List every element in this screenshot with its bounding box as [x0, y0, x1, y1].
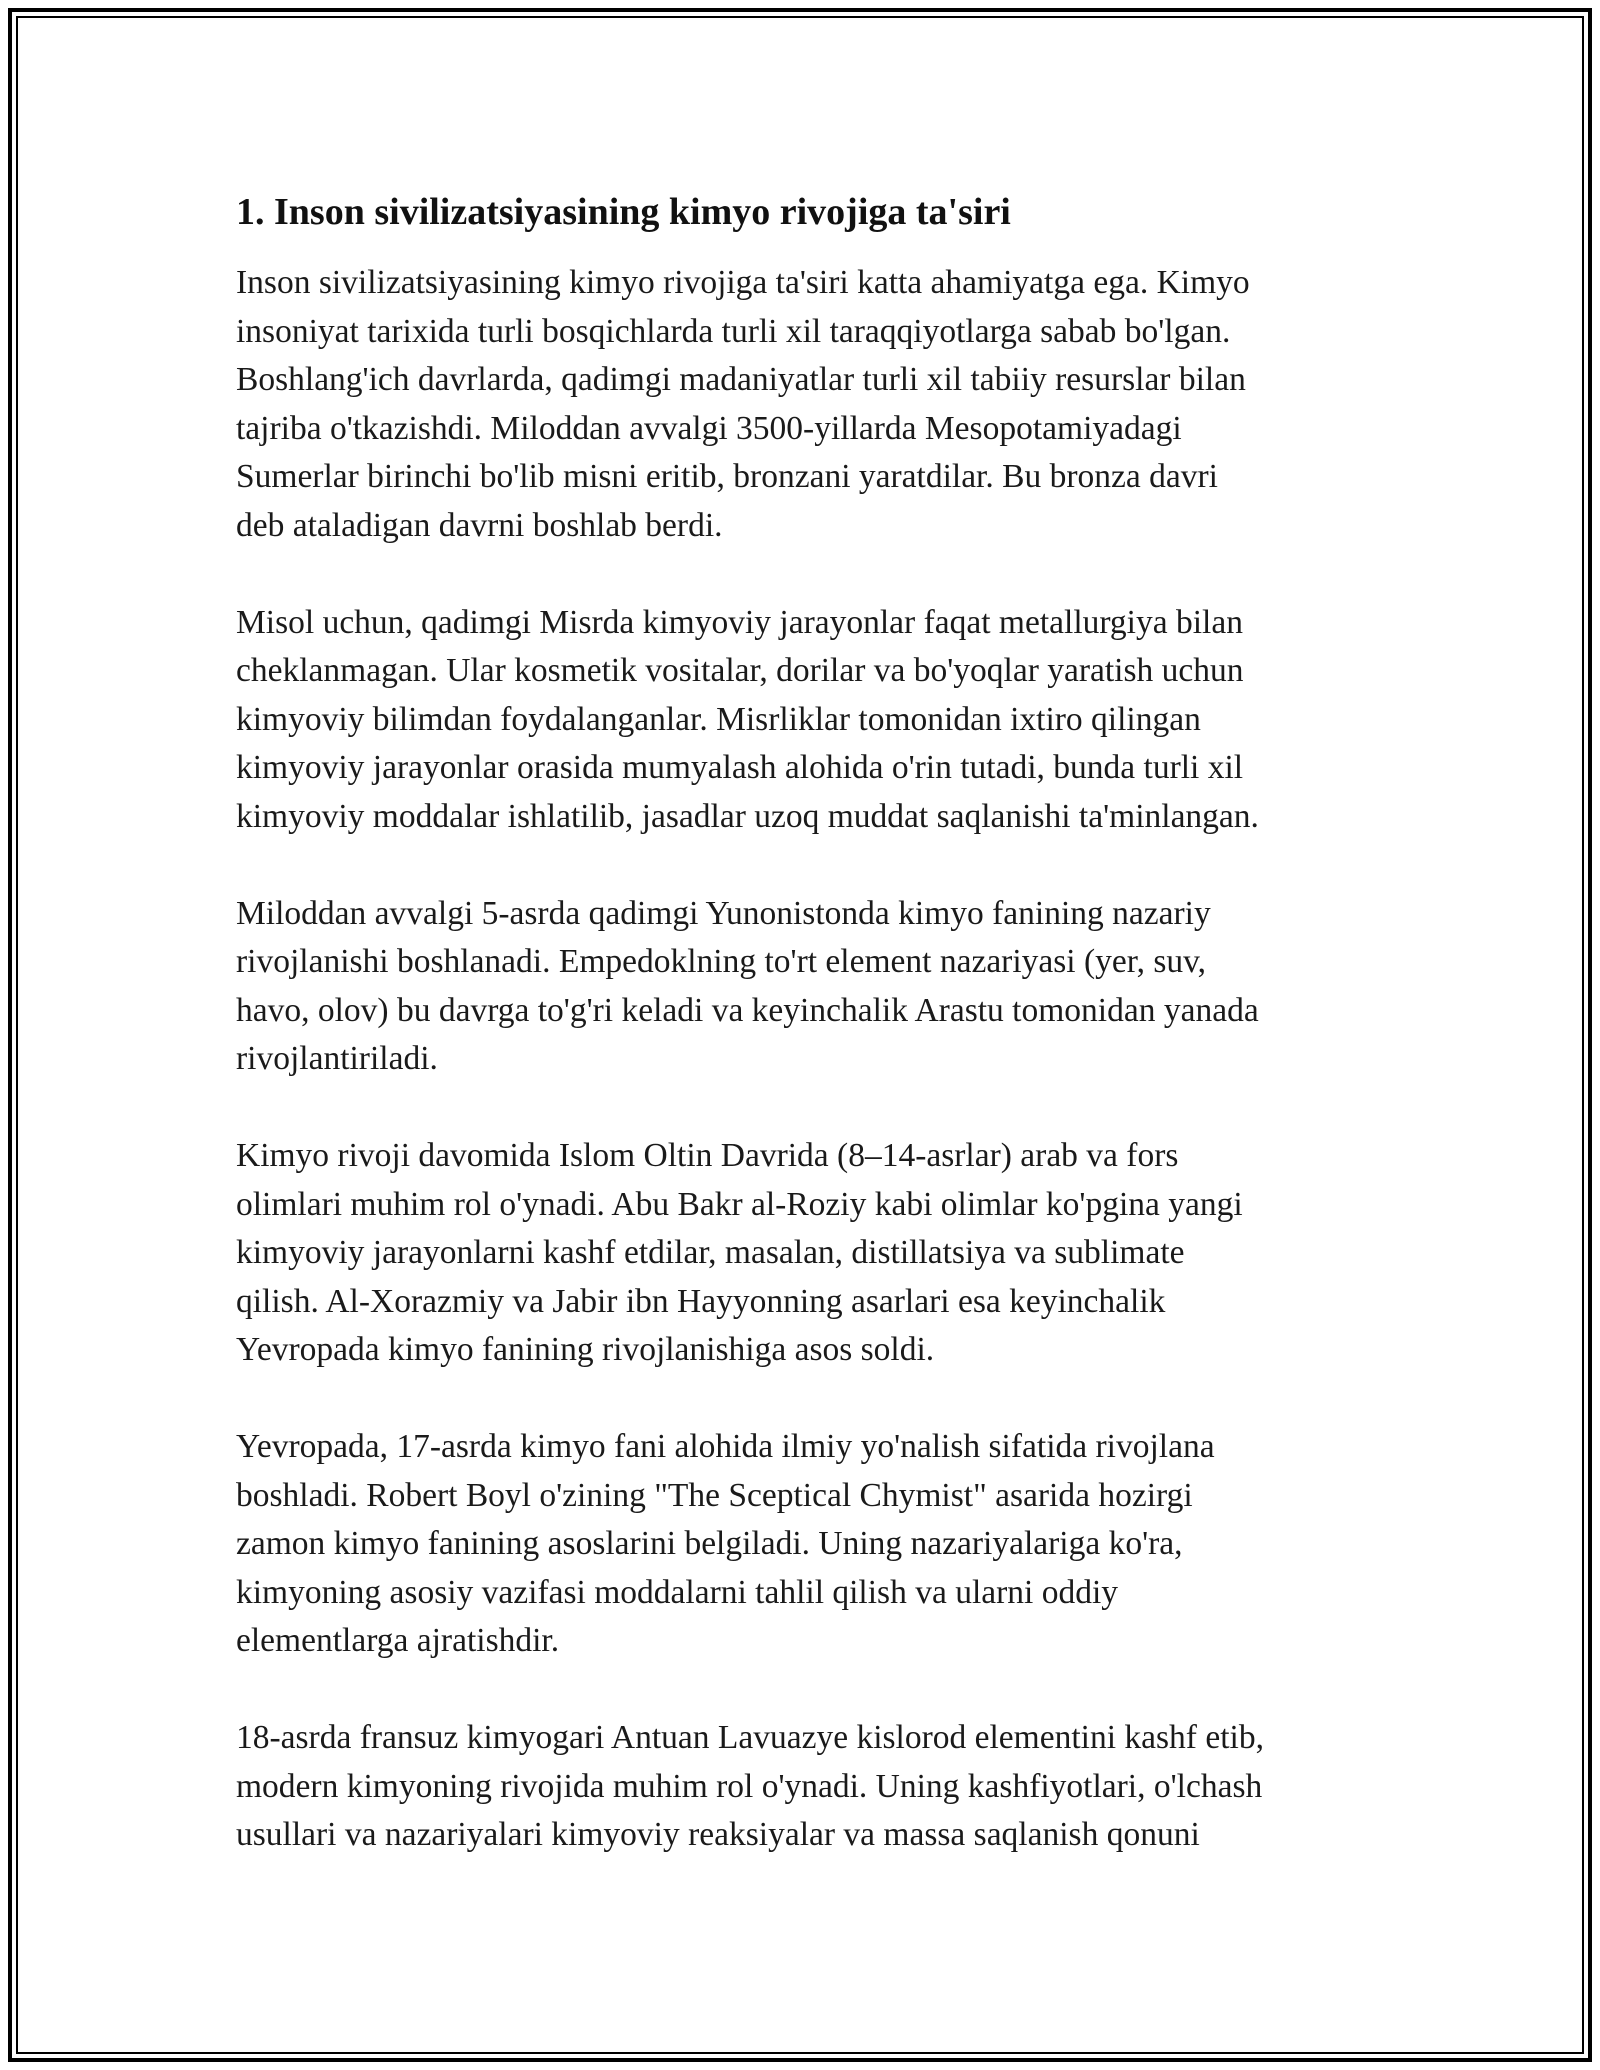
text-line: Miloddan avvalgi 5-asrda qadimgi Yunonistonda kimyo fanining nazariy	[236, 894, 1211, 932]
text-line: zamon kimyo fanining asoslarini belgiladi. Uning nazariyalariga ko'ra,	[236, 1525, 1183, 1562]
text-line: kimyoning asosiy vazifasi moddalarni tahlil qilish va ularni oddiy	[236, 1573, 1119, 1611]
text-line: cheklanmagan. Ular kosmetik vositalar, dorilar va bo'yoqlar yaratish uchun	[236, 652, 1244, 689]
text-line: tajriba o'tkazishdi. Miloddan avvalgi 3500-yillarda Mesopotamiyadagi	[236, 409, 1182, 447]
text-line: rivojlantiriladi.	[236, 1040, 438, 1077]
text-line: kimyoviy jarayonlarni kashf etdilar, masalan, distillatsiya va sublimate	[236, 1234, 1185, 1271]
text-line: Yevropada, 17-asrda kimyo fani alohida ilmiy yo'nalish sifatida rivojlana	[236, 1428, 1215, 1465]
text-line: elementlarga ajratishdir.	[236, 1622, 560, 1659]
text-line: boshladi. Robert Boyl o'zining "The Sceptical Chymist" asarida hozirgi	[236, 1476, 1193, 1514]
text-line: havo, olov) bu davrga to'g'ri keladi va keyinchalik Arastu tomonidan yanada	[236, 991, 1259, 1029]
text-line: Boshlang'ich davrlarda, qadimgi madaniyatlar turli xil tabiiy resurslar bilan	[236, 361, 1246, 398]
text-line: kimyoviy jarayonlar orasida mumyalash alohida o'rin tutadi, bunda turli xil	[236, 749, 1244, 786]
paragraph-5	[236, 1423, 1386, 1666]
text-line: usullari va nazariyalari kimyoviy reaksiyalar va massa saqlanish qonuni	[236, 1816, 1200, 1853]
text-line: rivojlanishi boshlanadi. Empedoklning to'rt element nazariyasi (yer, suv,	[236, 943, 1207, 980]
paragraph-1	[236, 259, 1386, 550]
paragraph-2	[236, 599, 1386, 842]
text-line: deb ataladigan davrni boshlab berdi.	[236, 506, 723, 544]
text-line: Inson sivilizatsiyasining kimyo rivojiga ta'siri katta ahamiyatga ega. Kimyo	[236, 264, 1250, 301]
text-line: qilish. Al-Xorazmiy va Jabir ibn Hayyonning asarlari esa keyinchalik	[236, 1282, 1166, 1320]
paragraph-3	[236, 890, 1386, 1084]
text-line: kimyoviy bilimdan foydalanganlar. Misrliklar tomonidan ixtiro qilingan	[236, 700, 1201, 738]
text-line: Kimyo rivoji davomida Islom Oltin Davrida (8–14-asrlar) arab va fors	[236, 1137, 1179, 1174]
section-heading: 1. Inson sivilizatsiyasining kimyo rivojiga ta'siri	[236, 191, 1011, 233]
text-line: kimyoviy moddalar ishlatilib, jasadlar uzoq muddat saqlanishi ta'minlangan.	[236, 797, 1259, 835]
text-line: Misol uchun, qadimgi Misrda kimyoviy jarayonlar faqat metallurgiya bilan	[236, 603, 1243, 641]
text-line: Sumerlar birinchi bo'lib misni eritib, bronzani yaratdilar. Bu bronza davri	[236, 458, 1218, 495]
text-line: olimlari muhim rol o'ynadi. Abu Bakr al-Roziy kabi olimlar ko'pgina yangi	[236, 1185, 1243, 1223]
paragraph-4	[236, 1132, 1386, 1375]
text-line: Yevropada kimyo fanining rivojlanishiga asos soldi.	[236, 1331, 935, 1368]
paragraph-6	[236, 1714, 1386, 1860]
text-line: 18-asrda fransuz kimyogari Antuan Lavuazye kislorod elementini kashf etib,	[236, 1719, 1264, 1756]
document-body	[236, 188, 1386, 1908]
text-line: insoniyat tarixida turli bosqichlarda turli xil taraqqiyotlarga sabab bo'lgan.	[236, 312, 1231, 350]
text-line: modern kimyoning rivojida muhim rol o'ynadi. Uning kashfiyotlari, o'lchash	[236, 1767, 1263, 1805]
